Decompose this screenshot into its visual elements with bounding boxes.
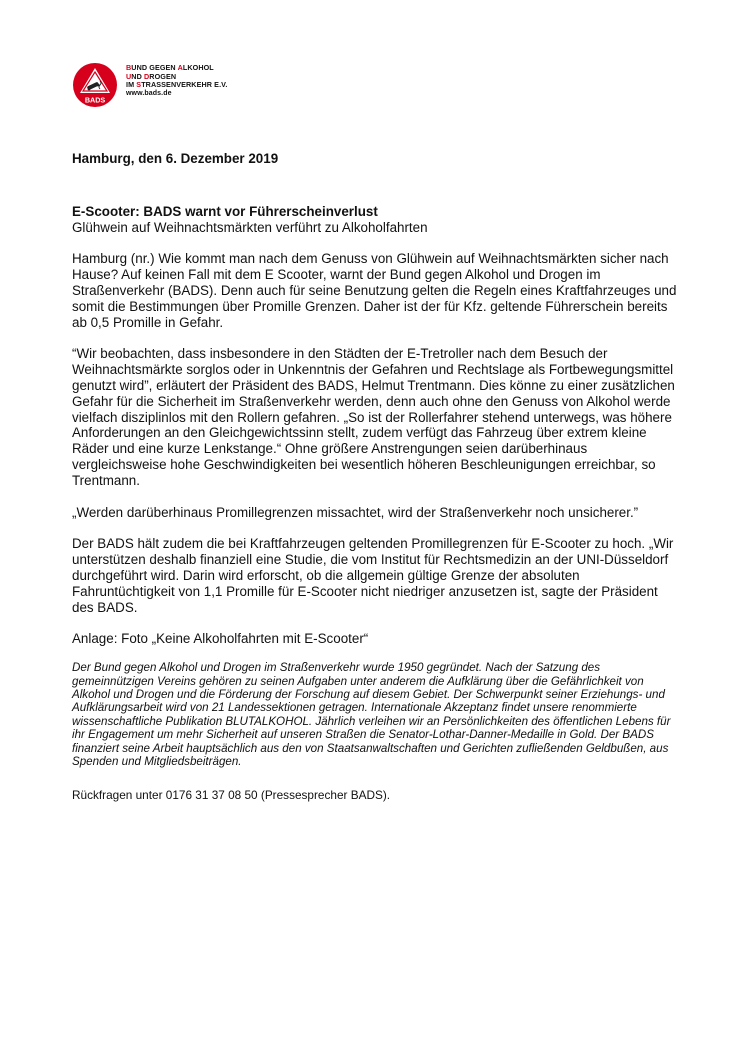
paragraph-attachment: Anlage: Foto „Keine Alkoholfahrten mit E-Scooter“ xyxy=(72,631,369,647)
logo-url: www.bads.de xyxy=(126,89,172,97)
boilerplate: Der Bund gegen Alkohol und Drogen im Straßenverkehr wurde 1950 gegründet. Nach der Satzung des gemeinnützigen Vereins gehören zu seinen Aufgaben unter anderem die Aufklärung über die Gefährlichkeit von Alkohol und Drogen und die Förderung der Forschung auf diesem Gebiet. Der Schwerpunkt seiner Erziehungs- und Aufklärungsarbeit wird von 21 Landessektionen getragen. Internationale Akzeptanz findet unsere renommierte wissenschaftliche Publikation BLUTALKOHOL. Jährlich verleihen wir an Persönlichkeiten des öffentlichen Lebens für ihr Engagement um mehr Sicherheit auf unseren Straßen die Senator-Lothar-Danner-Medaille in Gold. Der BADS finanziert seine Arbeit hauptsächlich aus den von Staatsanwaltschaften und Gerichten zufließenden Geldbußen, aus Spenden und Mitgliedsbeiträgen. xyxy=(72,661,671,768)
logo-letter: S xyxy=(136,80,142,90)
paragraph-intro: Hamburg (nr.) Wie kommt man nach dem Genuss von Glühwein auf Weihnachtsmärkten sicher nach Hause? Auf keinen Fall mit dem E Scooter, warnt der Bund gegen Alkohol und Drogen im Straßenverkehr (BADS). Denn auch für seine Benutzung gelten die Regeln eines Kraftfahrzeuges und somit die Bestimmungen über Promille Grenzen. Daher ist der für Kfz. geltende Führerschein bereits ab 0,5 Promille in Gefahr. xyxy=(72,251,677,330)
contact-line: Rückfragen unter 0176 31 37 08 50 (Pressesprecher BADS). xyxy=(72,788,391,803)
logo-letter: B xyxy=(126,63,132,72)
bads-logo xyxy=(72,60,232,110)
logo-badge-text: BADS xyxy=(84,95,106,105)
logo-letter: U xyxy=(126,71,132,81)
logo-letters: ND xyxy=(131,71,144,81)
logo-letter: D xyxy=(143,71,150,81)
headline: E-Scooter: BADS warnt vor Führerscheinverlust xyxy=(72,203,378,219)
paragraph-study: Der BADS hält zudem die bei Kraftfahrzeugen geltenden Promillegrenzen für E-Scooter zu hoch. „Wir unterstützen deshalb finanziell eine Studie, die vom Institut für Rechtsmedizin an der UNI-Düsseldorf durchgeführt wird. Darin wird erforscht, ob die allgemein gültige Grenze der absoluten Fahruntüchtigkeit von 1,1 Promille für E-Scooter nicht niedriger anzusetzen ist, sagte der Präsident des BADS. xyxy=(72,536,674,615)
logo-letter: A xyxy=(177,63,183,72)
paragraph-quote-president: “Wir beobachten, dass insbesondere in den Städten der E-Tretroller nach dem Besuch der Weihnachtsmärkte sorglos oder in Unkenntnis der Gefahren und Rechtslage als Fortbewegungsmittel genutzt wird”, erläutert der Präsident des BADS, Helmut Trentmann. Dies könne zu einer zusätzlichen Gefahr für die Sicherheit im Straßenverkehr werden, denn auch ohne den Genuss von Alkohol werde vielfach disziplinlos mit den Rollern gefahren. „So ist der Rollerfahrer stehend unterwegs, was höhere Anforderungen an den Gleichgewichtssinn stellt, zudem verfügt das Fahrzeug über extrem kleine Räder und eine kurze Lenkstange.“ Ohne größere Anstrengungen seien darüberhinaus vergleichsweise hohe Geschwindigkeiten bei wesentlich höheren Beschleunigungen erreichbar, so Trentmann. xyxy=(72,346,675,488)
logo-letters: ROGEN xyxy=(149,71,177,81)
logo-letters: IM xyxy=(126,80,137,90)
logo-letters: LKOHOL xyxy=(182,63,214,72)
logo-letters: TRASSENVERKEHR E.V. xyxy=(141,80,228,90)
logo-wordmark xyxy=(126,64,228,98)
press-release-body xyxy=(72,151,682,804)
date-line: Hamburg, den 6. Dezember 2019 xyxy=(72,151,279,166)
subheadline: Glühwein auf Weihnachtsmärkten verführt zu Alkoholfahrten xyxy=(72,219,428,235)
logo-letters: UND GEGEN xyxy=(131,63,178,72)
paragraph-quote-limits: „Werden darüberhinaus Promillegrenzen missachtet, wird der Straßenverkehr noch unsicherer.” xyxy=(72,504,639,520)
bads-emblem-icon xyxy=(72,62,118,108)
logo-line-3 xyxy=(126,81,228,90)
